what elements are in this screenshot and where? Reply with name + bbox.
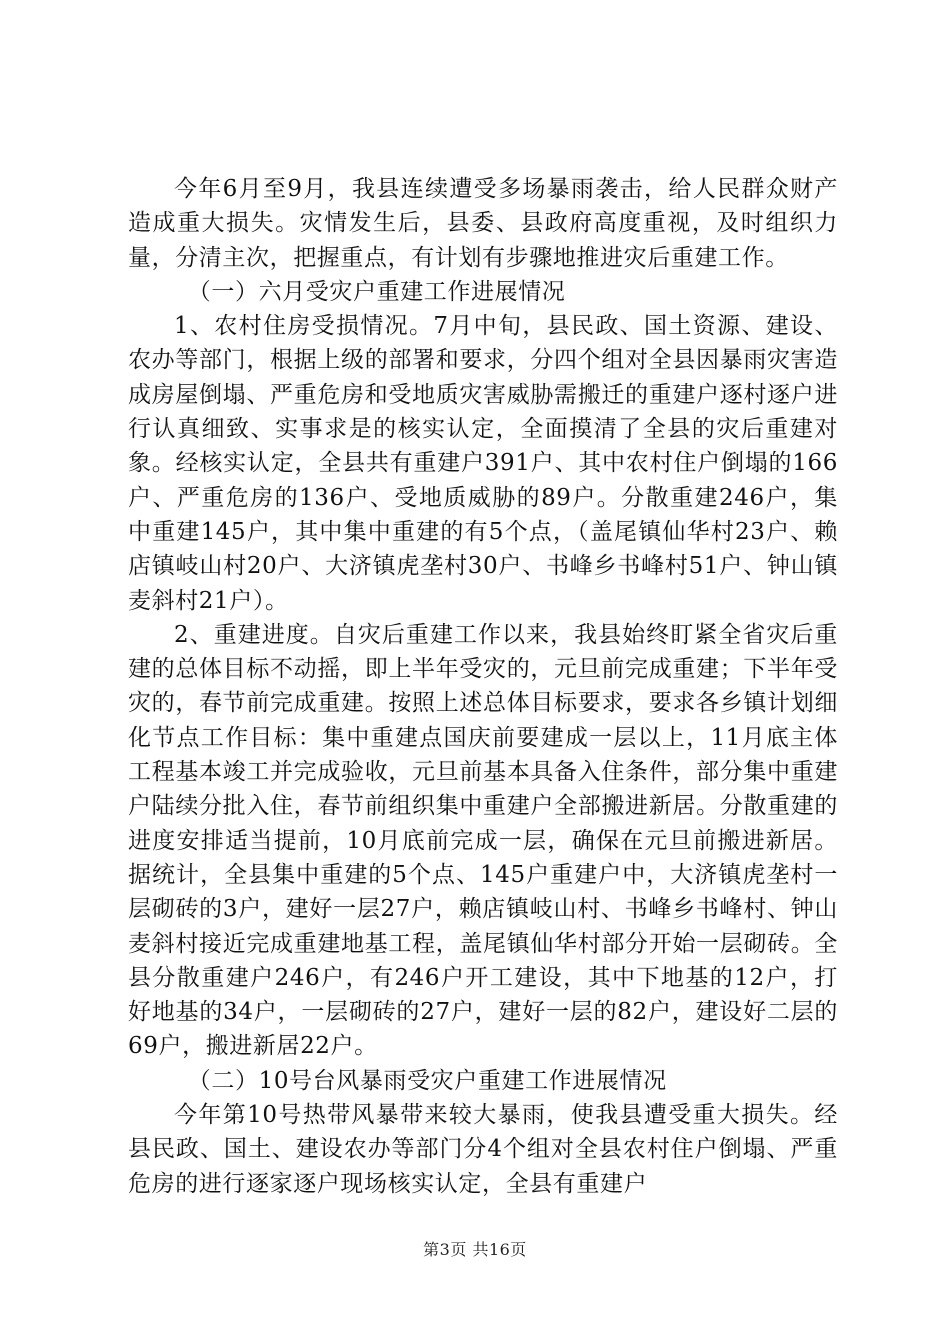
paragraph-rebuild-progress: 2、重建进度。自灾后重建工作以来，我县始终盯紧全省灾后重建的总体目标不动摇，即上半年受灾的，元旦前完成重建；下半年受灾的，春节前完成重建。按照上述总体目标要求，要求各乡镇计划细化节点工作目标：集中重建点国庆前要建成一层以上，11月底主体工程基本竣工并完成验收，元旦前基本具备入住条件，部分集中重建户陆续分批入住，春节前组织集中重建户全部搬进新居。分散重建的进度安排适当提前，10月底前完成一层，确保在元旦前搬进新居。据统计，全县集中重建的5个点、145户重建户中，大济镇虎垄村一层砌砖的3户，建好一层27户，赖店镇岐山村、书峰乡书峰村、钟山麦斜村接近完成重建地基工程，盖尾镇仙华村部分开始一层砌砖。全县分散重建户246户，有246户开工建设，其中下地基的12户，打好地基的34户，一层砌砖的27户，建好一层的82户，建设好二层的69户，搬进新居22户。: [128, 621, 838, 1060]
page-number: 第3页 共16页: [423, 1240, 527, 1259]
section-heading-typhoon: （二）10号台风暴雨受灾户重建工作进展情况: [187, 1067, 667, 1094]
paragraph-typhoon: 今年第10号热带风暴带来较大暴雨，使我县遭受重大损失。经县民政、国土、建设农办等部门分4个组对全县农村住户倒塌、严重危房的进行逐家逐户现场核实认定，全县有重建户: [128, 1102, 838, 1197]
paragraph-housing-damage: 1、农村住房受损情况。7月中旬，县民政、国土资源、建设、农办等部门，根据上级的部署和要求，分四个组对全县因暴雨灾害造成房屋倒塌、严重危房和受地质灾害威胁需搬迁的重建户逐村逐户进行认真细致、实事求是的核实认定，全面摸清了全县的灾后重建对象。经核实认定，全县共有重建户391户、其中农村住户倒塌的166户、严重危房的136户、受地质威胁的89户。分散重建246户，集中重建145户，其中集中重建的有5个点，（盖尾镇仙华村23户、赖店镇岐山村20户、大济镇虎垄村30户、书峰乡书峰村51户、钟山镇麦斜村21户）。: [128, 313, 838, 614]
page-footer: [0, 1237, 950, 1260]
section-heading-june: （一）六月受灾户重建工作进展情况: [187, 278, 566, 305]
document-body: [128, 172, 838, 1201]
paragraph-intro: 今年6月至9月，我县连续遭受多场暴雨袭击，给人民群众财产造成重大损失。灾情发生后，县委、县政府高度重视，及时组织力量，分清主次，把握重点，有计划有步骤地推进灾后重建工作。: [128, 176, 838, 271]
